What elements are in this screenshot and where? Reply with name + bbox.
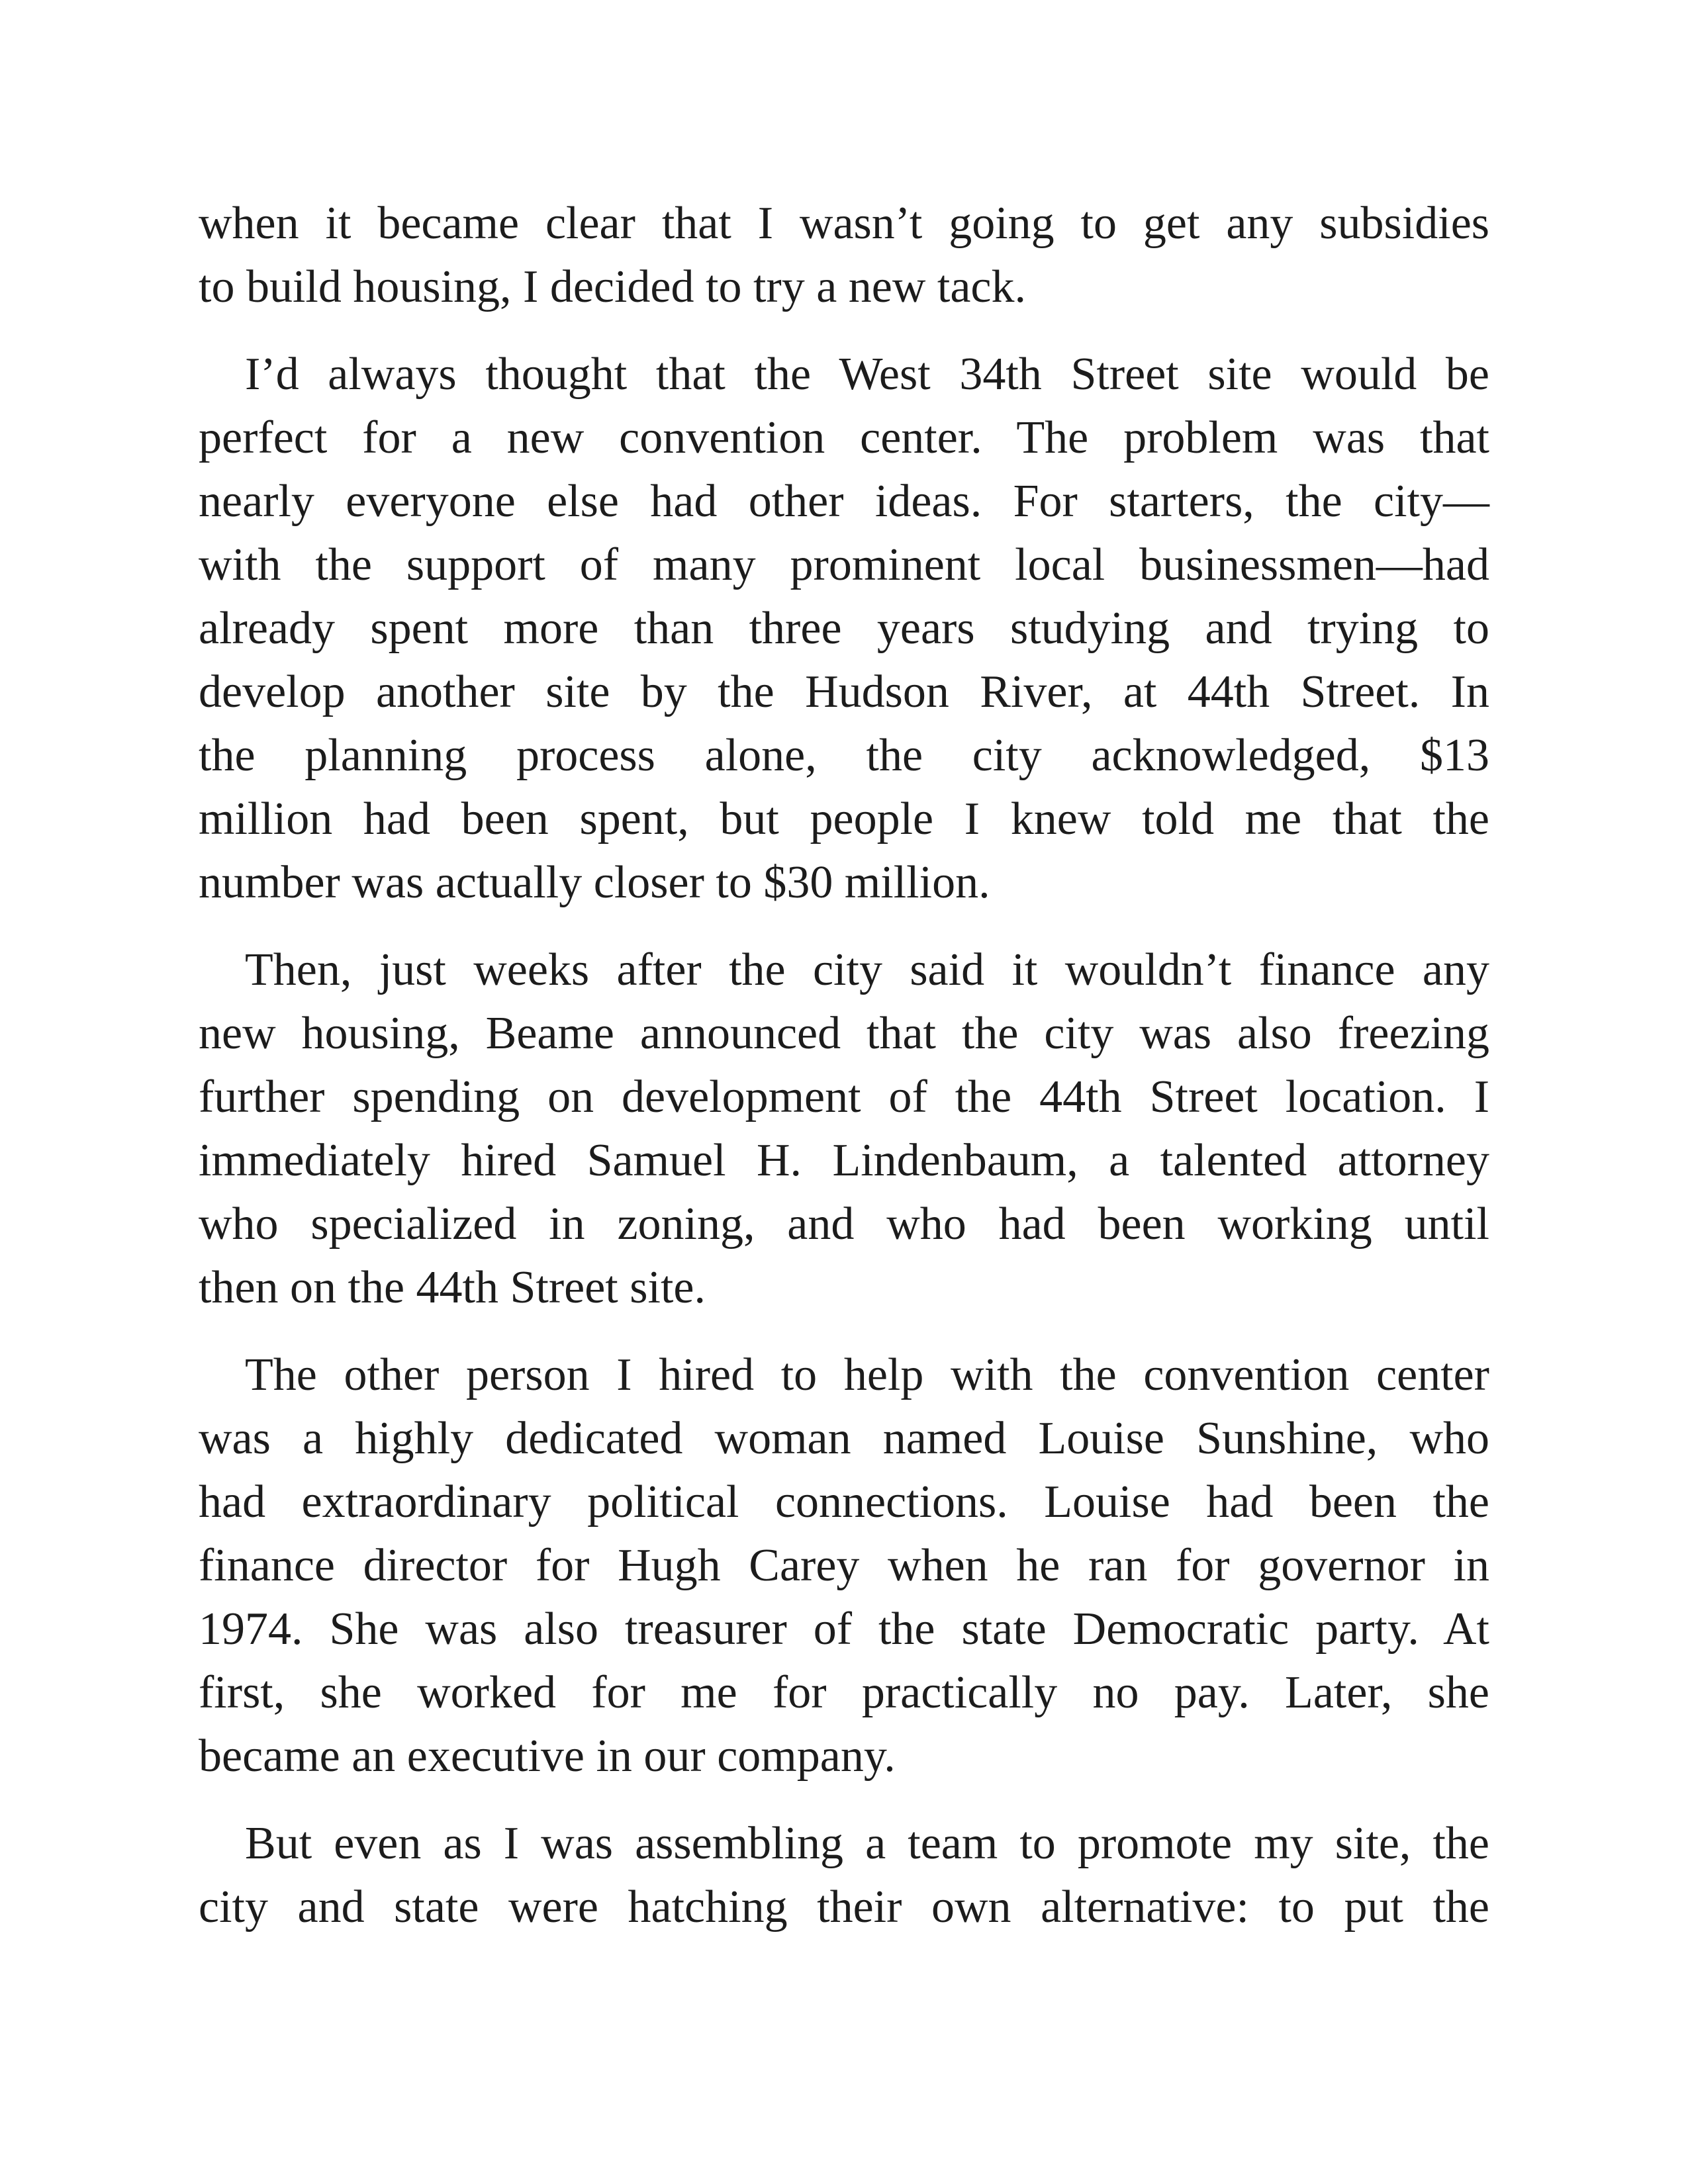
text-line: when it became clear that I wasn’t going to get any subsidies [199, 198, 1489, 249]
text-line: develop another site by the Hudson River, at 44th Street. In [199, 666, 1489, 717]
text-line: immediately hired Samuel H. Lindenbaum, a talented attorney [199, 1135, 1489, 1186]
text-line: But even as I was assembling a team to promote my site, the [245, 1818, 1489, 1869]
text-line: new housing, Beame announced that the city was also freezing [199, 1008, 1489, 1059]
book-page [199, 192, 1489, 1963]
paragraph-3 [199, 938, 1489, 1320]
paragraph-4 [199, 1343, 1489, 1788]
text-line: became an executive in our company. [199, 1731, 896, 1782]
text-line: city and state were hatching their own alternative: to put the [199, 1882, 1489, 1933]
text-line: number was actually closer to $30 million. [199, 857, 990, 908]
text-line: perfect for a new convention center. The problem was that [199, 412, 1489, 463]
paragraph-5 [199, 1812, 1489, 1939]
text-line: 1974. She was also treasurer of the state Democratic party. At [199, 1604, 1489, 1655]
text-line: finance director for Hugh Carey when he ran for governor in [199, 1540, 1489, 1591]
text-line: had extraordinary political connections. Louise had been the [199, 1477, 1489, 1527]
text-line: I’d always thought that the West 34th Street site would be [245, 349, 1489, 400]
text-line: further spending on development of the 44th Street location. I [199, 1071, 1489, 1122]
text-line: the planning process alone, the city acknowledged, $13 [199, 730, 1489, 781]
text-line: first, she worked for me for practically no pay. Later, she [199, 1667, 1489, 1718]
text-line: who specialized in zoning, and who had been working until [199, 1199, 1489, 1250]
text-line: then on the 44th Street site. [199, 1262, 706, 1313]
text-line: with the support of many prominent local businessmen—had [199, 539, 1489, 590]
text-line: The other person I hired to help with the convention center [245, 1349, 1489, 1400]
paragraph-1 [199, 192, 1489, 319]
text-line: Then, just weeks after the city said it wouldn’t finance any [245, 944, 1489, 995]
paragraph-2 [199, 343, 1489, 915]
text-line: million had been spent, but people I knew told me that the [199, 794, 1489, 844]
text-line: was a highly dedicated woman named Louise Sunshine, who [199, 1413, 1489, 1464]
text-line: already spent more than three years studying and trying to [199, 603, 1489, 654]
text-line: nearly everyone else had other ideas. For starters, the city— [199, 476, 1489, 527]
text-line: to build housing, I decided to try a new tack. [199, 261, 1026, 312]
